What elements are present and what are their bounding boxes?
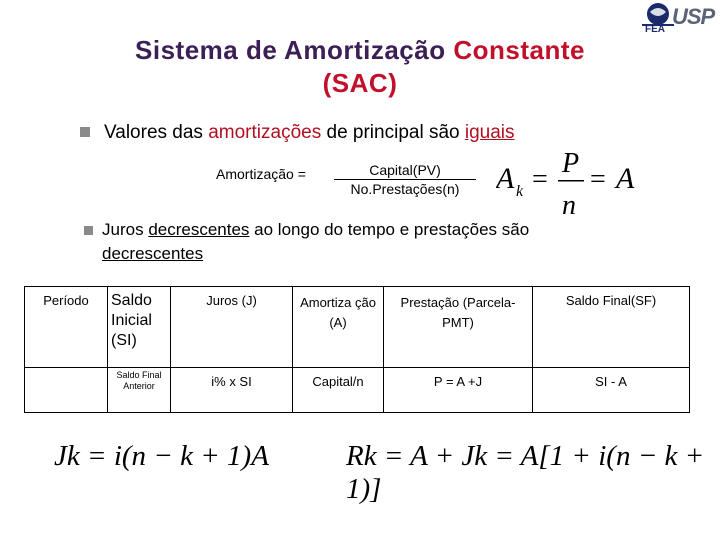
bullet2-t2: decrescentes — [148, 220, 250, 239]
bullet1-highlight: amortizações — [208, 122, 322, 143]
formula-math — [496, 146, 646, 218]
bullet1-middle: de principal são — [326, 122, 460, 143]
equation-jk: Jk = i(n − k + 1)A — [54, 440, 269, 472]
equation-rk: Rk = A + Jk = A[1 + i(n − k + 1)] — [346, 440, 705, 505]
bullet1-prefix: Valores das — [104, 122, 203, 143]
formula-numerator: Capital(PV) — [369, 162, 441, 178]
usp-logo: USP — [672, 4, 715, 29]
fea-logo-text: FEA — [645, 24, 665, 35]
sac-table — [24, 286, 690, 413]
title-part3: (SAC) — [322, 68, 398, 98]
header-amortizacao: Amortiza ção (A) — [293, 287, 384, 368]
table-row — [25, 368, 690, 413]
formula-denominator: No.Prestações(n) — [350, 181, 460, 197]
header-juros: Juros (J) — [171, 287, 293, 368]
header-saldo-inicial: Saldo Inicial (SI) — [108, 287, 171, 368]
cell-periodo — [25, 368, 108, 413]
svg-text:=: = — [532, 164, 548, 195]
cell-juros-formula: i% x SI — [171, 368, 293, 413]
cell-prestacao-formula: P = A +J — [384, 368, 533, 413]
header-saldo-final: Saldo Final(SF) — [533, 287, 690, 368]
svg-text:k: k — [516, 183, 524, 200]
formula-fraction — [334, 162, 476, 197]
bullet2-t4: decrescentes — [102, 244, 204, 263]
header-periodo: Período — [25, 287, 108, 368]
svg-text:A: A — [496, 162, 515, 195]
svg-text:=: = — [590, 164, 606, 195]
svg-text:P: P — [562, 148, 580, 179]
bullet1-underlined: iguais — [464, 122, 515, 143]
fraction-bar — [334, 179, 476, 180]
table-header-row — [25, 287, 690, 368]
title-part1: Sistema de Amortização — [135, 35, 446, 65]
title-part2: Constante — [453, 35, 585, 65]
slide-title — [0, 34, 720, 100]
header-prestacao: Prestação (Parcela-PMT) — [384, 287, 533, 368]
svg-text:A: A — [616, 162, 635, 195]
bullet-2-text — [102, 218, 662, 266]
formula-lhs: Amortização = — [216, 166, 306, 182]
bullet-square-icon — [84, 226, 93, 235]
svg-text:n: n — [562, 190, 576, 218]
bullet-1-text — [104, 122, 515, 144]
cell-saldo-final-formula: SI - A — [533, 368, 690, 413]
cell-saldo-final-anterior: Saldo Final Anterior — [108, 368, 171, 413]
bullet2-t3: ao longo do tempo e prestações são — [254, 220, 530, 239]
cell-amortizacao-formula: Capital/n — [293, 368, 384, 413]
bullet2-t1: Juros — [102, 220, 144, 239]
bullet-square-icon — [80, 127, 90, 137]
